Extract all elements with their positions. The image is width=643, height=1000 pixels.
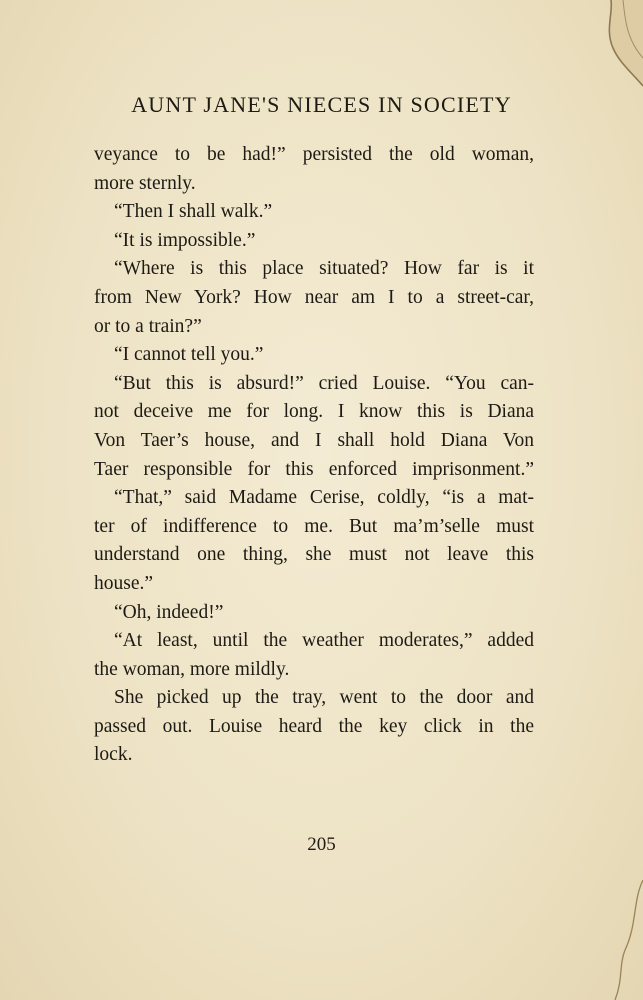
text-line: “Then I shall walk.” <box>114 201 273 223</box>
text-line: veyance to be had!” persisted the old woman, <box>94 144 534 165</box>
running-head: AUNT JANE'S NIECES IN SOCIETY <box>131 92 512 117</box>
text-line: house.” <box>94 572 154 594</box>
text-line: ter of indifference to me. But ma’m’selle must <box>94 515 534 537</box>
text-line: from New York? How near am I to a street-car, <box>94 286 534 308</box>
page-edge-tear <box>603 880 643 1000</box>
text-line: “That,” said Madame Cerise, coldly, “is a mat- <box>114 487 534 509</box>
text-line: passed out. Louise heard the key click in the <box>94 715 534 737</box>
text-line: “It is impossible.” <box>114 229 256 251</box>
text-line: more sternly. <box>94 172 196 194</box>
text-line: “I cannot tell you.” <box>114 344 264 366</box>
text-line: “But this is absurd!” cried Louise. “You can- <box>114 372 534 394</box>
page-number: 205 <box>307 834 336 855</box>
text-line: not deceive me for long. I know this is Diana <box>94 401 534 423</box>
text-line: understand one thing, she must not leave this <box>94 544 534 566</box>
text-line: lock. <box>94 744 133 766</box>
text-line: Von Taer’s house, and I shall hold Diana Von <box>94 429 534 451</box>
text-line: She picked up the tray, went to the door and <box>114 687 534 709</box>
text-line: “Where is this place situated? How far is it <box>114 258 534 280</box>
text-line: or to a train?” <box>94 315 202 337</box>
text-line: “Oh, indeed!” <box>114 601 224 623</box>
text-line: the woman, more mildly. <box>94 658 290 680</box>
body-text <box>94 141 534 770</box>
text-line: “At least, until the weather moderates,” added <box>114 630 534 652</box>
text-line: Taer responsible for this enforced imprisonment.” <box>94 458 534 480</box>
